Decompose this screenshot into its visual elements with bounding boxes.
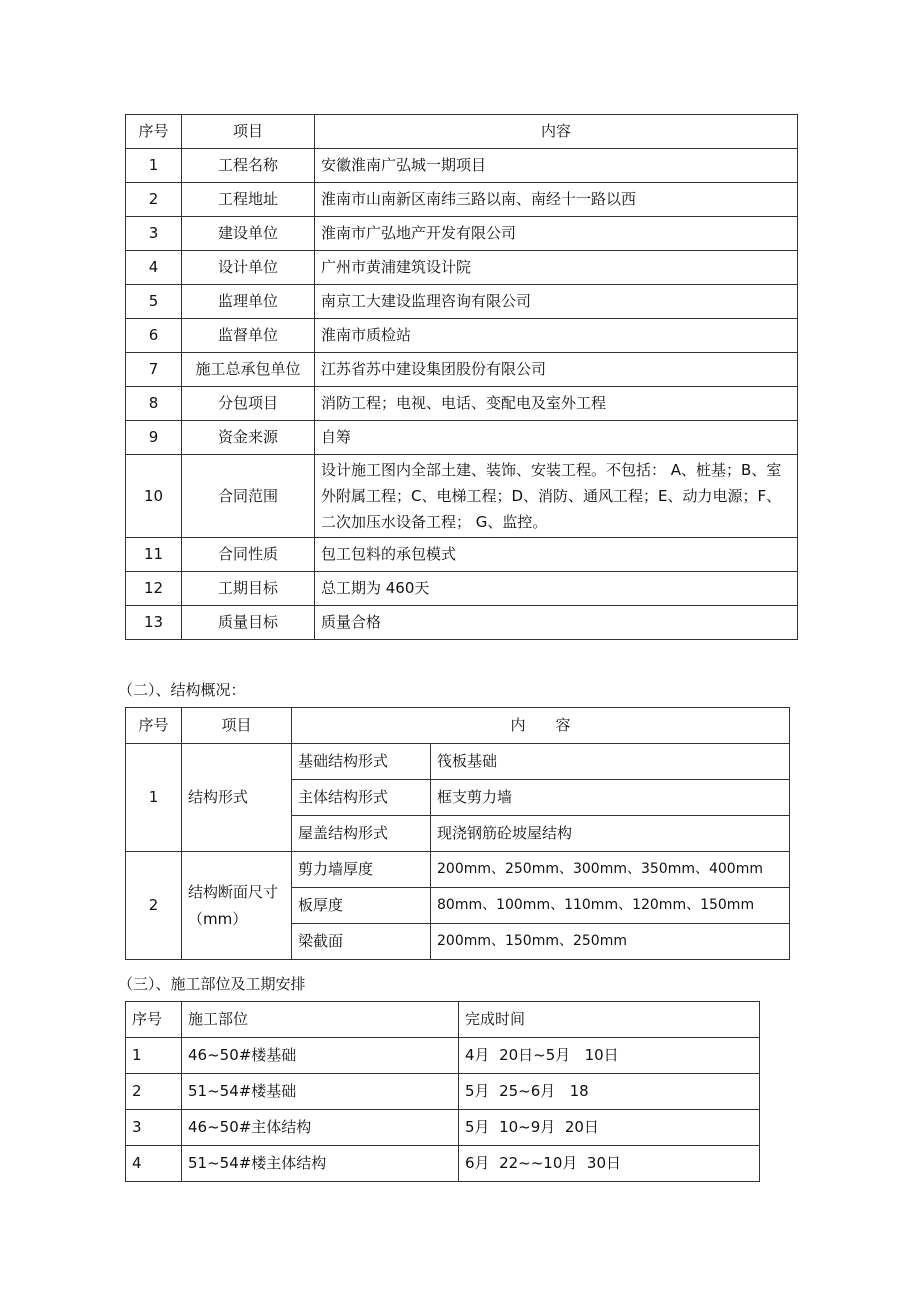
row-content: 质量合格 bbox=[315, 606, 798, 640]
row-item: 分包项目 bbox=[182, 387, 315, 421]
row-content: 总工期为 460天 bbox=[315, 572, 798, 606]
row-no: 1 bbox=[126, 149, 182, 183]
table-row bbox=[126, 183, 798, 217]
schedule-table bbox=[125, 1001, 760, 1182]
header-part: 施工部位 bbox=[182, 1002, 459, 1038]
row-part: 46~50#主体结构 bbox=[182, 1110, 459, 1146]
row-content: 淮南市广弘地产开发有限公司 bbox=[315, 217, 798, 251]
row-content: 包工包料的承包模式 bbox=[315, 538, 798, 572]
header-item: 项目 bbox=[182, 708, 292, 744]
table-row bbox=[126, 285, 798, 319]
row-item: 工期目标 bbox=[182, 572, 315, 606]
row-time: 5月 10~9月 20日 bbox=[459, 1110, 760, 1146]
section3-title: （三）、施工部位及工期安排 bbox=[118, 975, 306, 993]
row-item: 监理单位 bbox=[182, 285, 315, 319]
row-value: 框支剪力墙 bbox=[431, 780, 790, 816]
row-no: 13 bbox=[126, 606, 182, 640]
table-row bbox=[126, 319, 798, 353]
group-no: 2 bbox=[126, 852, 182, 960]
header-time: 完成时间 bbox=[459, 1002, 760, 1038]
row-content: 淮南市质检站 bbox=[315, 319, 798, 353]
row-content: 广州市黄浦建筑设计院 bbox=[315, 251, 798, 285]
row-no: 2 bbox=[126, 183, 182, 217]
row-item: 工程地址 bbox=[182, 183, 315, 217]
row-value: 200mm、150mm、250mm bbox=[431, 924, 790, 960]
row-item: 资金来源 bbox=[182, 421, 315, 455]
row-no: 8 bbox=[126, 387, 182, 421]
table-row bbox=[126, 744, 790, 780]
table-row bbox=[126, 1146, 760, 1182]
section2-title: （二）、结构概况： bbox=[118, 681, 246, 699]
table-row bbox=[126, 251, 798, 285]
row-no: 3 bbox=[126, 217, 182, 251]
row-item: 设计单位 bbox=[182, 251, 315, 285]
row-label: 基础结构形式 bbox=[292, 744, 431, 780]
row-no: 1 bbox=[126, 1038, 182, 1074]
table-row bbox=[126, 421, 798, 455]
header-no: 序号 bbox=[126, 1002, 182, 1038]
structure-overview-table bbox=[125, 707, 790, 960]
header-no: 序号 bbox=[126, 115, 182, 149]
row-part: 46~50#楼基础 bbox=[182, 1038, 459, 1074]
row-part: 51~54#楼主体结构 bbox=[182, 1146, 459, 1182]
row-item: 工程名称 bbox=[182, 149, 315, 183]
table-header-row bbox=[126, 115, 798, 149]
row-label: 剪力墙厚度 bbox=[292, 852, 431, 888]
row-content: 江苏省苏中建设集团股份有限公司 bbox=[315, 353, 798, 387]
table-row bbox=[126, 1110, 760, 1146]
row-no: 4 bbox=[126, 1146, 182, 1182]
header-no: 序号 bbox=[126, 708, 182, 744]
header-item: 项目 bbox=[182, 115, 315, 149]
row-content: 消防工程；电视、电话、变配电及室外工程 bbox=[315, 387, 798, 421]
row-label: 主体结构形式 bbox=[292, 780, 431, 816]
table-row bbox=[126, 149, 798, 183]
table-row bbox=[126, 353, 798, 387]
row-item: 质量目标 bbox=[182, 606, 315, 640]
row-label: 梁截面 bbox=[292, 924, 431, 960]
row-content: 南京工大建设监理咨询有限公司 bbox=[315, 285, 798, 319]
table-row bbox=[126, 538, 798, 572]
row-no: 2 bbox=[126, 1074, 182, 1110]
table-row bbox=[126, 387, 798, 421]
row-value: 80mm、100mm、110mm、120mm、150mm bbox=[431, 888, 790, 924]
group-item: 结构断面尺寸（mm） bbox=[182, 852, 292, 960]
table-header-row bbox=[126, 1002, 760, 1038]
table-row bbox=[126, 1074, 760, 1110]
row-item: 合同性质 bbox=[182, 538, 315, 572]
row-content: 淮南市山南新区南纬三路以南、南经十一路以西 bbox=[315, 183, 798, 217]
group-item: 结构形式 bbox=[182, 744, 292, 852]
row-no: 3 bbox=[126, 1110, 182, 1146]
project-overview-table bbox=[125, 114, 798, 640]
row-content: 安徽淮南广弘城一期项目 bbox=[315, 149, 798, 183]
table-row bbox=[126, 217, 798, 251]
table-row bbox=[126, 606, 798, 640]
row-value: 筏板基础 bbox=[431, 744, 790, 780]
row-no: 6 bbox=[126, 319, 182, 353]
row-no: 10 bbox=[126, 455, 182, 538]
table-row bbox=[126, 1038, 760, 1074]
header-content: 内容 bbox=[315, 115, 798, 149]
row-content: 设计施工图内全部土建、装饰、安装工程。不包括： A、桩基；B、室外附属工程；C、电梯工程；D、消防、通风工程；E、动力电源；F、二次加压水设备工程； G、监控。 bbox=[315, 455, 798, 538]
row-label: 板厚度 bbox=[292, 888, 431, 924]
row-no: 9 bbox=[126, 421, 182, 455]
row-item: 建设单位 bbox=[182, 217, 315, 251]
row-value: 200mm、250mm、300mm、350mm、400mm bbox=[431, 852, 790, 888]
row-item: 合同范围 bbox=[182, 455, 315, 538]
table-row bbox=[126, 852, 790, 888]
row-value: 现浇钢筋砼坡屋结构 bbox=[431, 816, 790, 852]
row-no: 7 bbox=[126, 353, 182, 387]
row-no: 5 bbox=[126, 285, 182, 319]
row-part: 51~54#楼基础 bbox=[182, 1074, 459, 1110]
row-time: 5月 25~6月 18 bbox=[459, 1074, 760, 1110]
row-time: 6月 22~~10月 30日 bbox=[459, 1146, 760, 1182]
row-label: 屋盖结构形式 bbox=[292, 816, 431, 852]
row-no: 11 bbox=[126, 538, 182, 572]
table-row bbox=[126, 455, 798, 538]
table-row bbox=[126, 572, 798, 606]
row-no: 4 bbox=[126, 251, 182, 285]
row-item: 监督单位 bbox=[182, 319, 315, 353]
row-content: 自筹 bbox=[315, 421, 798, 455]
table-header-row bbox=[126, 708, 790, 744]
row-item: 施工总承包单位 bbox=[182, 353, 315, 387]
header-content: 内 容 bbox=[292, 708, 790, 744]
row-no: 12 bbox=[126, 572, 182, 606]
group-no: 1 bbox=[126, 744, 182, 852]
row-time: 4月 20日~5月 10日 bbox=[459, 1038, 760, 1074]
